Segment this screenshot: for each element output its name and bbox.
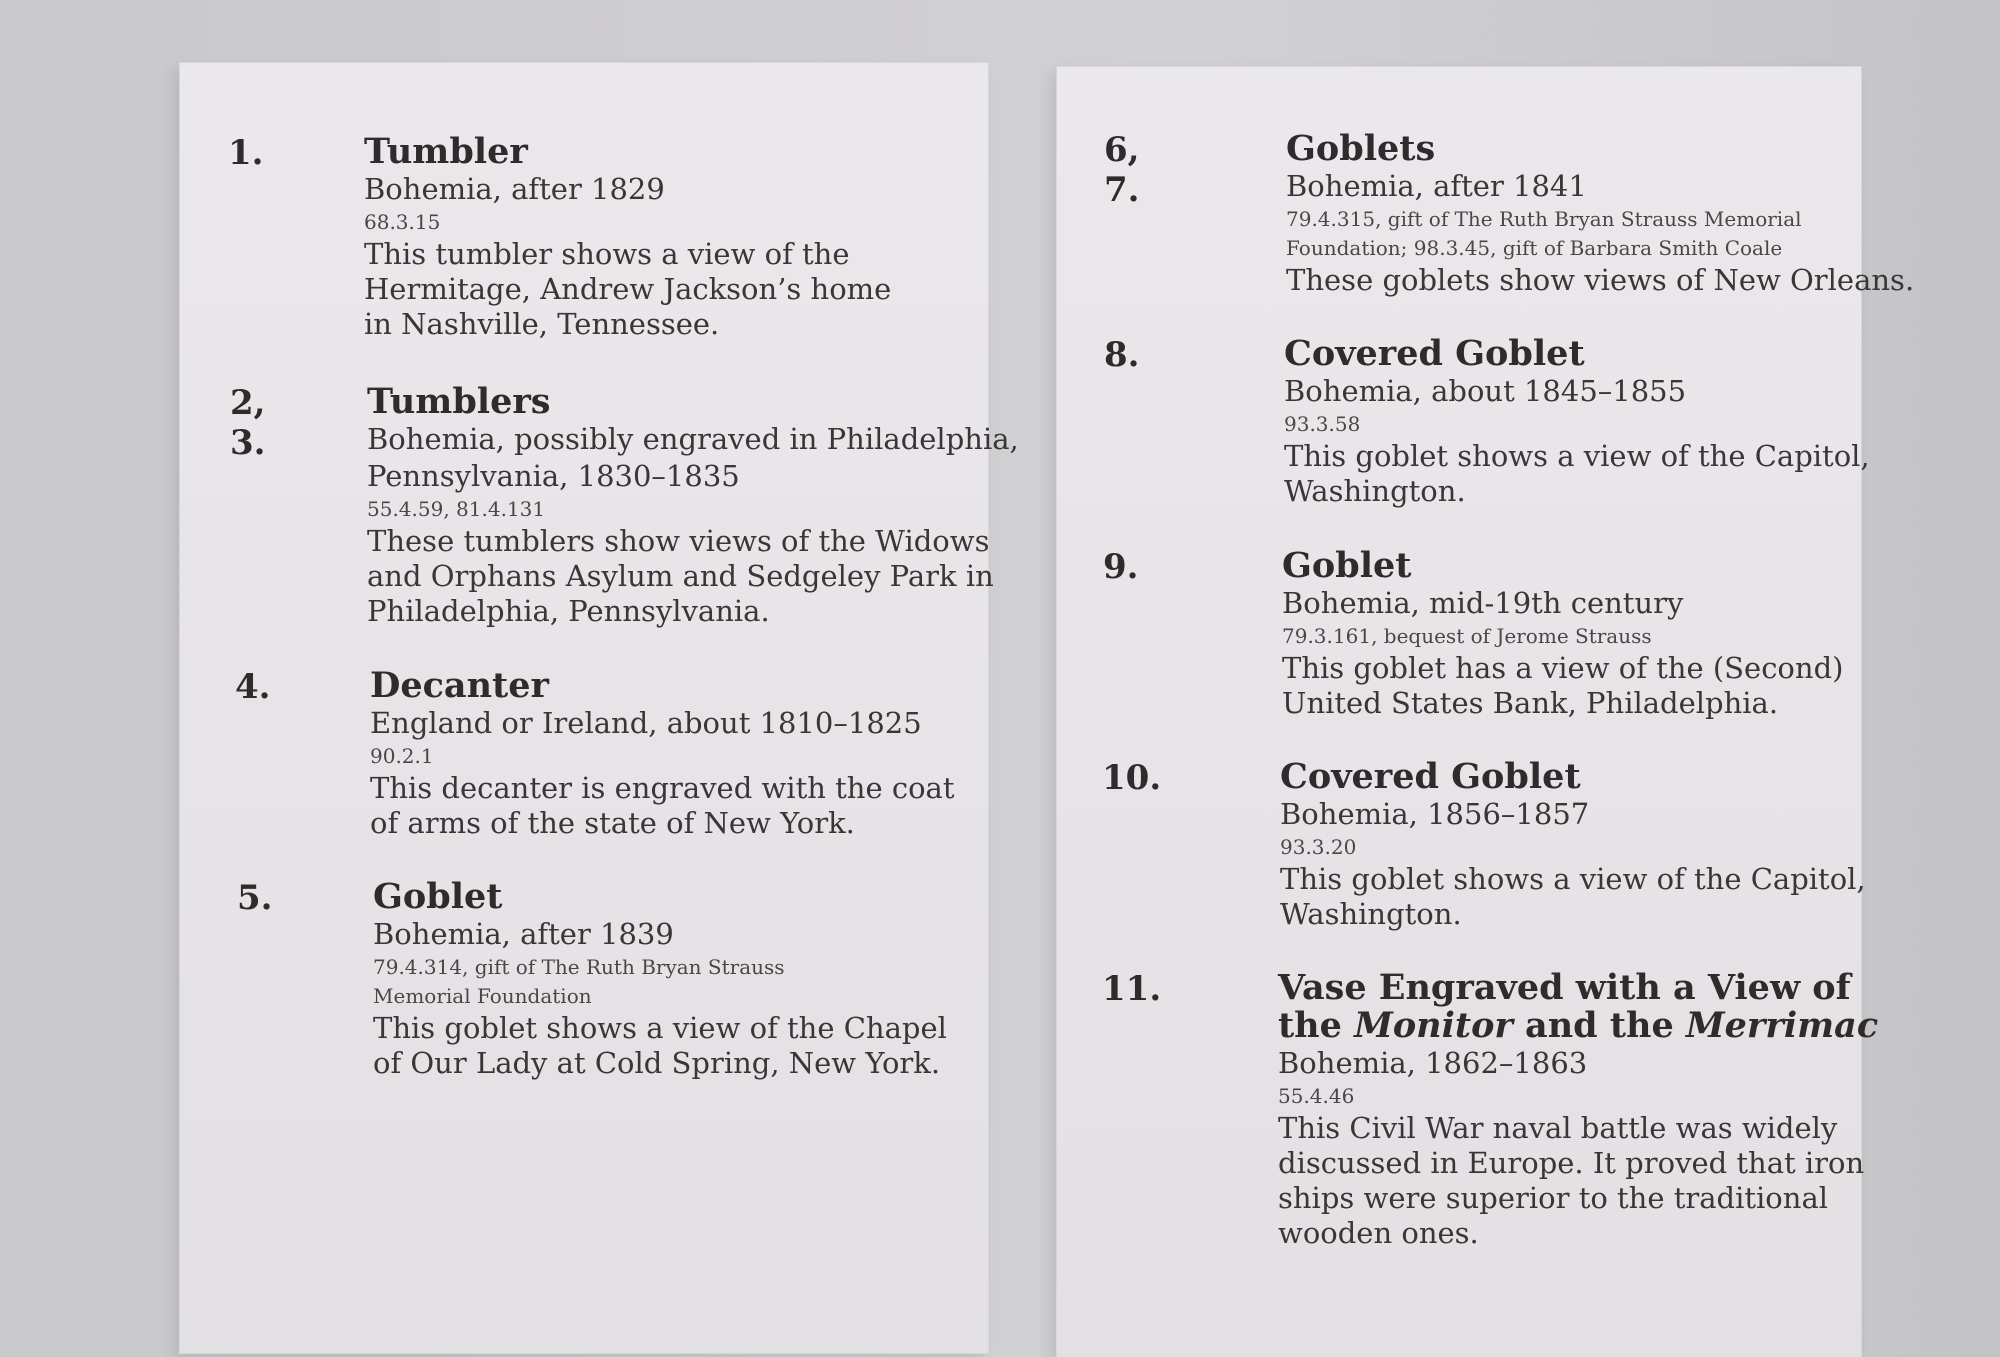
- entry-number: 1.: [228, 133, 264, 173]
- entry-body: [367, 383, 1019, 629]
- entry-title: Goblet: [1282, 545, 1412, 586]
- right-label-card: [1057, 67, 1915, 1357]
- entry-accession: 68.3.15: [364, 210, 441, 234]
- entry-title: Decanter: [370, 665, 549, 706]
- entry-body: [364, 133, 891, 342]
- entry-number: 8.: [1104, 335, 1140, 375]
- entry-place-date: Bohemia, possibly engraved in Philadelphia, Pennsylvania, 1830–1835: [367, 422, 1019, 493]
- entry-description: This goblet shows a view of the Chapel of Our Lady at Cold Spring, New York.: [373, 1011, 947, 1080]
- entry-body: [1280, 758, 1866, 932]
- entry-place-date: England or Ireland, about 1810–1825: [370, 706, 922, 740]
- entry-accession: 79.3.161, bequest of Jerome Strauss: [1282, 624, 1652, 648]
- entry-place-date: Bohemia, mid-19th century: [1282, 586, 1684, 620]
- entry-number: 2, 3.: [230, 383, 266, 463]
- entry-body: [1282, 547, 1843, 721]
- entry-description: This decanter is engraved with the coat of arms of the state of New York.: [370, 771, 955, 840]
- entry-number: 10.: [1102, 758, 1162, 798]
- entry-accession: 55.4.59, 81.4.131: [367, 497, 546, 521]
- entry-accession: 79.4.314, gift of The Ruth Bryan Strauss Memorial Foundation: [373, 955, 785, 1008]
- entry-title: Vase Engraved with a View of the Monitor and the Merrimac: [1278, 967, 1879, 1046]
- entry-description: This Civil War naval battle was widely discussed in Europe. It proved that iron ships were superior to the traditional wooden ones.: [1278, 1111, 1865, 1250]
- entry-body: [373, 878, 947, 1081]
- entry-title: Tumblers: [367, 381, 551, 422]
- entry-number: 4.: [235, 667, 271, 707]
- ship-name: Monitor: [1354, 1005, 1513, 1046]
- entry-body: [1278, 969, 1878, 1251]
- entry-number: 9.: [1103, 547, 1139, 587]
- entry-title: Covered Goblet: [1280, 756, 1581, 797]
- entry-place-date: Bohemia, after 1839: [373, 917, 674, 951]
- entry-accession: 93.3.58: [1284, 412, 1361, 436]
- entry-place-date: Bohemia, after 1841: [1286, 169, 1587, 203]
- ship-name: Merrimac: [1685, 1005, 1879, 1046]
- entry-place-date: Bohemia, after 1829: [364, 172, 665, 206]
- entry-description: This goblet shows a view of the Capitol, Washington.: [1280, 862, 1866, 931]
- entry-accession: 55.4.46: [1278, 1084, 1355, 1108]
- entry-place-date: Bohemia, 1856–1857: [1280, 797, 1590, 831]
- entry-title: Covered Goblet: [1284, 333, 1585, 374]
- entry-accession: 79.4.315, gift of The Ruth Bryan Strauss Memorial Foundation; 98.3.45, gift of Barbara Smith Coale: [1286, 207, 1802, 260]
- entry-number: 11.: [1102, 969, 1162, 1009]
- entry-accession: 93.3.20: [1280, 835, 1357, 859]
- entry-title: Tumbler: [364, 131, 528, 172]
- entry-place-date: Bohemia, about 1845–1855: [1284, 374, 1687, 408]
- entry-description: These tumblers show views of the Widows and Orphans Asylum and Sedgeley Park in Philadelphia, Pennsylvania.: [367, 524, 994, 628]
- entry-accession: 90.2.1: [370, 744, 434, 768]
- entry-body: [1286, 130, 1914, 298]
- entry-number: 6, 7.: [1104, 130, 1140, 210]
- left-label-card: [180, 63, 1019, 1353]
- entry-number: 5.: [237, 878, 273, 918]
- entry-description: This goblet shows a view of the Capitol, Washington.: [1284, 439, 1870, 508]
- entry-title: Goblet: [373, 876, 503, 917]
- entry-description: These goblets show views of New Orleans.: [1286, 263, 1915, 297]
- entry-body: [370, 667, 955, 841]
- entry-description: This tumbler shows a view of the Hermitage, Andrew Jackson’s home in Nashville, Tennessee.: [364, 237, 892, 341]
- entry-place-date: Bohemia, 1862–1863: [1278, 1046, 1588, 1080]
- entry-body: [1284, 335, 1870, 509]
- entry-title: Goblets: [1286, 128, 1436, 169]
- entry-description: This goblet has a view of the (Second) United States Bank, Philadelphia.: [1282, 651, 1844, 720]
